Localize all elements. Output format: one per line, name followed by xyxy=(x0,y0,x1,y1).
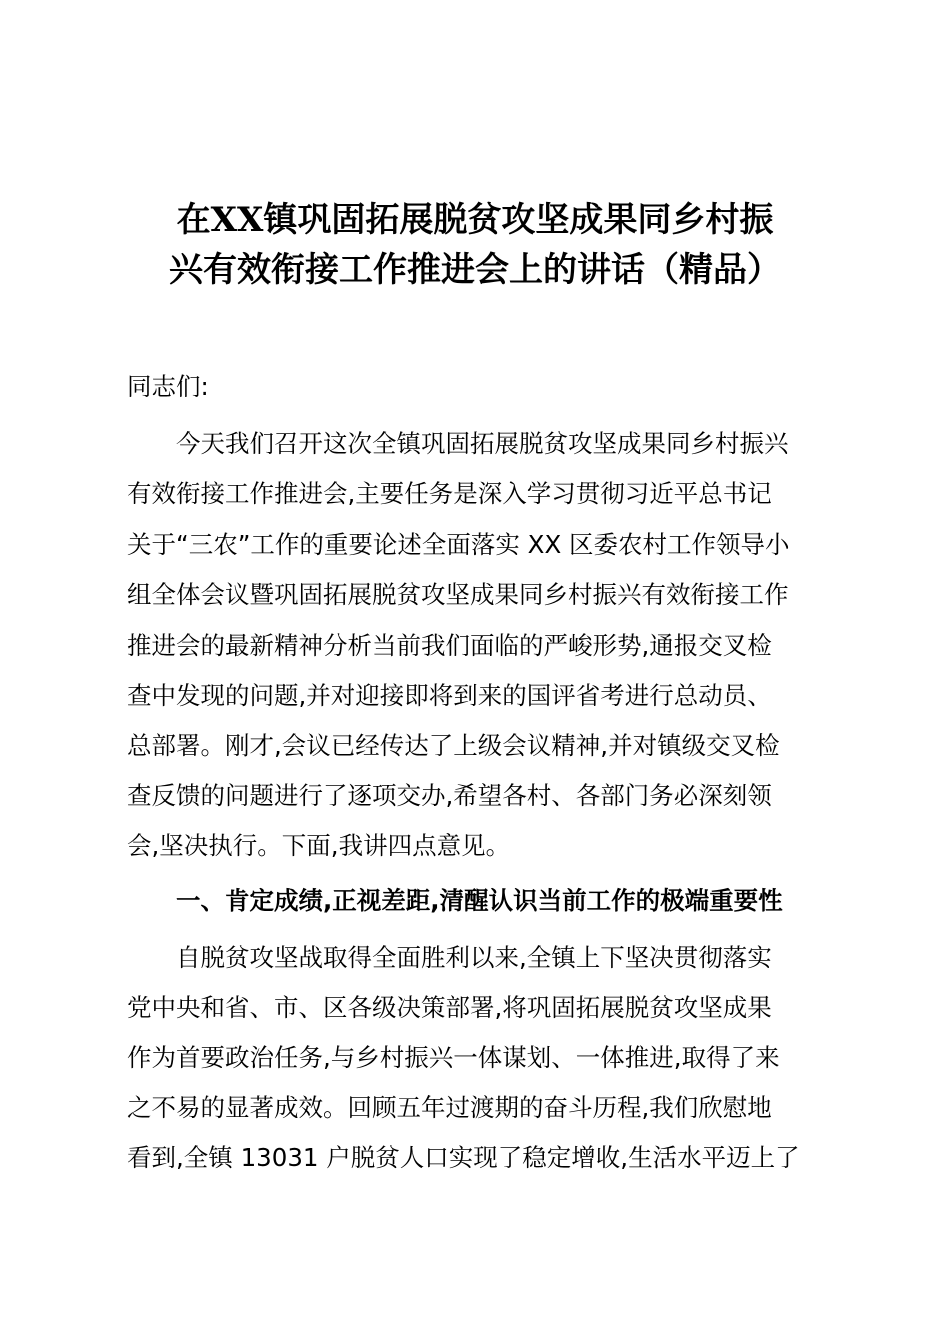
paragraph-line: 看到,全镇 13031 户脱贫人口实现了稳定增收,生活水平迈上了 xyxy=(127,1143,800,1172)
paragraph-line: 自脱贫攻坚战取得全面胜利以来,全镇上下坚决贯彻落实 xyxy=(176,943,772,972)
paragraph-line: 之不易的显著成效。回顾五年过渡期的奋斗历程,我们欣慰地 xyxy=(127,1093,772,1122)
document-title-line-1: 在XX镇巩固拓展脱贫攻坚成果同乡村振 xyxy=(176,200,774,240)
paragraph-line: 推进会的最新精神分析当前我们面临的严峻形势,通报交叉检 xyxy=(127,631,772,660)
document-title-line-2: 兴有效衔接工作推进会上的讲话（精品） xyxy=(169,250,781,290)
salutation: 同志们: xyxy=(127,372,209,401)
section-heading: 一、肯定成绩,正视差距,清醒认识当前工作的极端重要性 xyxy=(176,886,783,915)
paragraph-line: 有效衔接工作推进会,主要任务是深入学习贯彻习近平总书记 xyxy=(127,479,772,508)
paragraph-line: 总部署。刚才,会议已经传达了上级会议精神,并对镇级交叉检 xyxy=(127,731,780,760)
paragraph-line: 查反馈的问题进行了逐项交办,希望各村、各部门务必深刻领 xyxy=(127,781,772,810)
paragraph-line: 会,坚决执行。下面,我讲四点意见。 xyxy=(127,831,511,860)
paragraph-line: 关于“三农”工作的重要论述全面落实 XX 区委农村工作领导小 xyxy=(127,530,790,559)
paragraph-line: 查中发现的问题,并对迎接即将到来的国评省考进行总动员、 xyxy=(127,681,772,710)
paragraph-line: 作为首要政治任务,与乡村振兴一体谋划、一体推进,取得了来 xyxy=(127,1043,780,1072)
paragraph-line: 党中央和省、市、区各级决策部署,将巩固拓展脱贫攻坚成果 xyxy=(127,993,772,1022)
paragraph-line: 组全体会议暨巩固拓展脱贫攻坚成果同乡村振兴有效衔接工作 xyxy=(127,580,789,609)
paragraph-line: 今天我们召开这次全镇巩固拓展脱贫攻坚成果同乡村振兴 xyxy=(176,429,789,458)
